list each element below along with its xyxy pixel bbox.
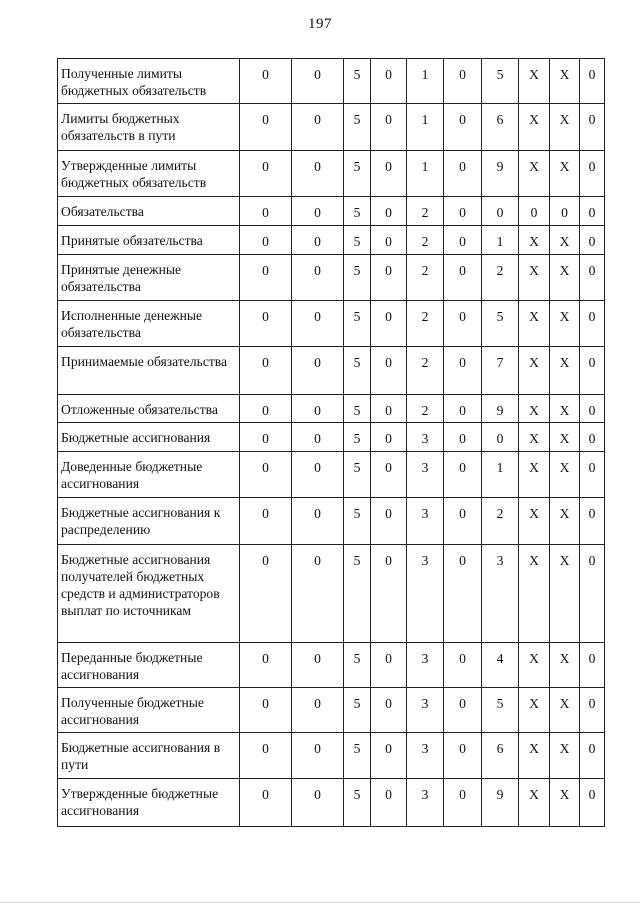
code-cell: 0 — [371, 197, 407, 226]
row-label: Бюджетные ассигнования в пути — [58, 733, 240, 779]
table-row — [58, 151, 605, 197]
table-row — [58, 452, 605, 498]
code-cell: 0 — [240, 151, 292, 197]
code-cell: X — [550, 643, 580, 688]
table-body — [58, 59, 605, 827]
code-cell: 5 — [344, 452, 371, 498]
code-cell: 3 — [407, 452, 444, 498]
code-cell: 0 — [240, 688, 292, 733]
code-cell: X — [550, 395, 580, 423]
row-label: Принятые денежные обязательства — [58, 255, 240, 301]
table-row — [58, 779, 605, 827]
row-label: Переданные бюджетные ассигнования — [58, 643, 240, 688]
code-cell: 0 — [240, 498, 292, 545]
code-cell: 0 — [444, 151, 482, 197]
code-cell: 2 — [407, 226, 444, 255]
code-cell: 0 — [292, 452, 344, 498]
code-cell: 6 — [482, 104, 519, 151]
row-label: Полученные бюджетные ассигнования — [58, 688, 240, 733]
code-cell: 0 — [292, 688, 344, 733]
code-cell: 0 — [444, 452, 482, 498]
table-row — [58, 643, 605, 688]
code-cell: 3 — [407, 733, 444, 779]
code-cell: 0 — [580, 779, 605, 827]
code-cell: 0 — [240, 545, 292, 643]
code-cell: 0 — [580, 301, 605, 347]
row-label: Обязательства — [58, 197, 240, 226]
code-cell: 0 — [371, 255, 407, 301]
code-cell: X — [519, 151, 550, 197]
account-codes-table — [57, 58, 605, 827]
code-cell: 5 — [344, 59, 371, 104]
code-cell: X — [550, 226, 580, 255]
code-cell: 1 — [407, 104, 444, 151]
code-cell: 2 — [407, 255, 444, 301]
code-cell: 0 — [371, 423, 407, 452]
code-cell: 0 — [444, 59, 482, 104]
code-cell: 0 — [482, 423, 519, 452]
row-label: Лимиты бюджетных обязательств в пути — [58, 104, 240, 151]
code-cell: 0 — [292, 498, 344, 545]
code-cell: 0 — [292, 643, 344, 688]
table-row — [58, 423, 605, 452]
code-cell: 5 — [344, 395, 371, 423]
code-cell: 0 — [371, 104, 407, 151]
code-cell: 5 — [344, 643, 371, 688]
code-cell: 0 — [371, 301, 407, 347]
code-cell: 5 — [344, 733, 371, 779]
code-cell: 5 — [344, 545, 371, 643]
code-cell: 3 — [407, 545, 444, 643]
row-label: Бюджетные ассигнования — [58, 423, 240, 452]
code-cell: 2 — [407, 197, 444, 226]
code-cell: 0 — [580, 255, 605, 301]
row-label: Полученные лимиты бюджетных обязательств — [58, 59, 240, 104]
code-cell: X — [519, 255, 550, 301]
code-cell: 1 — [407, 59, 444, 104]
code-cell: X — [550, 151, 580, 197]
code-cell: X — [519, 59, 550, 104]
row-label: Исполненные денежные обязательства — [58, 301, 240, 347]
code-cell: 0 — [580, 643, 605, 688]
code-cell: 0 — [240, 226, 292, 255]
code-cell: 2 — [482, 255, 519, 301]
table-row — [58, 301, 605, 347]
code-cell: X — [519, 423, 550, 452]
code-cell: 2 — [407, 301, 444, 347]
code-cell: 0 — [482, 197, 519, 226]
code-cell: 0 — [240, 255, 292, 301]
code-cell: 0 — [444, 498, 482, 545]
code-cell: 0 — [292, 151, 344, 197]
code-cell: 0 — [240, 643, 292, 688]
code-cell: 0 — [371, 733, 407, 779]
row-label: Утвержденные лимиты бюджетных обязательств — [58, 151, 240, 197]
code-cell: 3 — [407, 498, 444, 545]
table-row — [58, 688, 605, 733]
code-cell: 0 — [580, 423, 605, 452]
code-cell: 0 — [292, 197, 344, 226]
code-cell: 0 — [519, 197, 550, 226]
code-cell: 9 — [482, 779, 519, 827]
code-cell: 5 — [482, 301, 519, 347]
row-label: Бюджетные ассигнования к распределению — [58, 498, 240, 545]
code-cell: 0 — [240, 104, 292, 151]
code-cell: X — [519, 104, 550, 151]
code-cell: 1 — [482, 452, 519, 498]
code-cell: 2 — [482, 498, 519, 545]
code-cell: 0 — [240, 59, 292, 104]
code-cell: 0 — [580, 104, 605, 151]
code-cell: 2 — [407, 395, 444, 423]
table-row — [58, 545, 605, 643]
code-cell: 0 — [580, 347, 605, 395]
code-cell: 0 — [371, 688, 407, 733]
code-cell: 5 — [344, 688, 371, 733]
code-cell: X — [550, 733, 580, 779]
table-row — [58, 59, 605, 104]
table-row — [58, 255, 605, 301]
code-cell: X — [550, 452, 580, 498]
code-cell: 0 — [292, 301, 344, 347]
code-cell: 3 — [407, 779, 444, 827]
code-cell: 0 — [371, 643, 407, 688]
row-label: Принимаемые обязательства — [58, 347, 240, 395]
code-cell: 0 — [444, 545, 482, 643]
code-cell: 0 — [292, 104, 344, 151]
table-row — [58, 733, 605, 779]
code-cell: X — [519, 347, 550, 395]
code-cell: X — [519, 395, 550, 423]
code-cell: 3 — [407, 688, 444, 733]
code-cell: 0 — [444, 779, 482, 827]
code-cell: 0 — [292, 423, 344, 452]
code-cell: X — [519, 498, 550, 545]
table-row — [58, 104, 605, 151]
code-cell: 1 — [482, 226, 519, 255]
code-cell: 6 — [482, 733, 519, 779]
code-cell: X — [550, 688, 580, 733]
code-cell: 2 — [407, 347, 444, 395]
code-cell: 0 — [240, 423, 292, 452]
code-cell: 0 — [580, 688, 605, 733]
code-cell: X — [519, 545, 550, 643]
code-cell: 5 — [344, 347, 371, 395]
code-cell: 5 — [344, 197, 371, 226]
code-cell: 3 — [407, 643, 444, 688]
row-label: Отложенные обязательства — [58, 395, 240, 423]
code-cell: 0 — [371, 395, 407, 423]
code-cell: 0 — [444, 395, 482, 423]
code-cell: 0 — [240, 452, 292, 498]
code-cell: X — [550, 545, 580, 643]
code-cell: 0 — [444, 347, 482, 395]
code-cell: X — [519, 452, 550, 498]
code-cell: 0 — [371, 452, 407, 498]
code-cell: 3 — [482, 545, 519, 643]
row-label: Утвержденные бюджетные ассигнования — [58, 779, 240, 827]
code-cell: 0 — [240, 197, 292, 226]
code-cell: 0 — [240, 301, 292, 347]
code-cell: 5 — [344, 423, 371, 452]
code-cell: 0 — [580, 226, 605, 255]
code-cell: 5 — [344, 151, 371, 197]
code-cell: 3 — [407, 423, 444, 452]
code-cell: X — [550, 423, 580, 452]
code-cell: X — [550, 59, 580, 104]
code-cell: X — [519, 301, 550, 347]
code-cell: 0 — [292, 733, 344, 779]
code-cell: 0 — [580, 545, 605, 643]
code-cell: 0 — [292, 255, 344, 301]
code-cell: 0 — [292, 779, 344, 827]
code-cell: 5 — [344, 104, 371, 151]
code-cell: 0 — [371, 779, 407, 827]
code-cell: X — [550, 301, 580, 347]
code-cell: 0 — [371, 347, 407, 395]
code-cell: 5 — [344, 779, 371, 827]
code-cell: 0 — [444, 688, 482, 733]
code-cell: 5 — [344, 255, 371, 301]
table-row — [58, 395, 605, 423]
code-cell: X — [519, 226, 550, 255]
code-cell: 0 — [371, 59, 407, 104]
code-cell: 0 — [240, 395, 292, 423]
code-cell: 4 — [482, 643, 519, 688]
code-cell: 0 — [444, 643, 482, 688]
code-cell: 0 — [580, 498, 605, 545]
code-cell: X — [550, 498, 580, 545]
row-label: Принятые обязательства — [58, 226, 240, 255]
code-cell: 0 — [240, 347, 292, 395]
code-cell: 0 — [371, 545, 407, 643]
code-cell: X — [519, 643, 550, 688]
code-cell: 0 — [444, 197, 482, 226]
page-number: 197 — [308, 16, 332, 32]
code-cell: 1 — [407, 151, 444, 197]
code-cell: 0 — [371, 226, 407, 255]
code-cell: X — [550, 347, 580, 395]
table-row — [58, 498, 605, 545]
code-cell: 0 — [580, 59, 605, 104]
code-cell: 0 — [292, 347, 344, 395]
code-cell: 5 — [344, 498, 371, 545]
code-cell: 0 — [240, 779, 292, 827]
table-row — [58, 226, 605, 255]
code-cell: 0 — [371, 151, 407, 197]
code-cell: 0 — [444, 104, 482, 151]
code-cell: 5 — [344, 301, 371, 347]
code-cell: X — [519, 688, 550, 733]
code-cell: 0 — [580, 197, 605, 226]
code-cell: 0 — [444, 423, 482, 452]
code-cell: 0 — [444, 255, 482, 301]
code-cell: 7 — [482, 347, 519, 395]
page-bottom-edge — [0, 902, 640, 903]
code-cell: 0 — [444, 301, 482, 347]
code-cell: 0 — [580, 395, 605, 423]
code-cell: 0 — [371, 498, 407, 545]
table-row — [58, 347, 605, 395]
code-cell: 0 — [292, 226, 344, 255]
code-cell: 0 — [550, 197, 580, 226]
code-cell: X — [519, 779, 550, 827]
code-cell: 0 — [444, 733, 482, 779]
code-cell: 0 — [240, 733, 292, 779]
code-cell: 5 — [482, 59, 519, 104]
code-cell: X — [550, 255, 580, 301]
code-cell: X — [550, 779, 580, 827]
code-cell: 0 — [292, 59, 344, 104]
code-cell: X — [550, 104, 580, 151]
code-cell: 5 — [344, 226, 371, 255]
table-row — [58, 197, 605, 226]
code-cell: 0 — [292, 395, 344, 423]
code-cell: 0 — [580, 151, 605, 197]
code-cell: 0 — [580, 452, 605, 498]
code-cell: 9 — [482, 151, 519, 197]
row-label: Доведенные бюджетные ассигнования — [58, 452, 240, 498]
code-cell: 5 — [482, 688, 519, 733]
code-cell: 9 — [482, 395, 519, 423]
code-cell: 0 — [444, 226, 482, 255]
code-cell: X — [519, 733, 550, 779]
code-cell: 0 — [580, 733, 605, 779]
row-label: Бюджетные ассигнования получателей бюджетных средств и администраторов выплат по источникам — [58, 545, 240, 643]
code-cell: 0 — [292, 545, 344, 643]
